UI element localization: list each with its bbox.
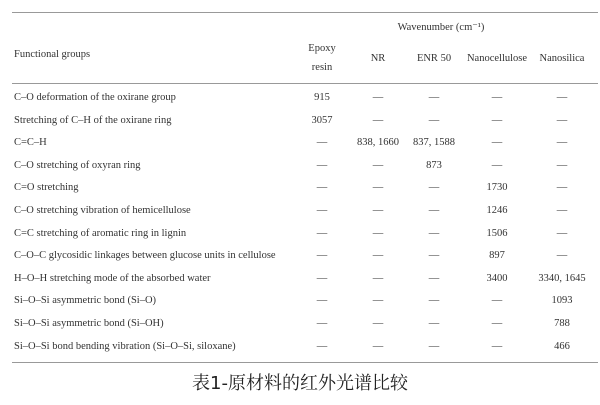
cell-value: — (491, 340, 503, 352)
cell-value: — (316, 318, 328, 329)
cell-value: — (556, 137, 568, 149)
table-row (0, 115, 600, 137)
table-row (0, 250, 600, 272)
cell-value: 837, 1588 (413, 137, 455, 149)
cell-value: — (491, 318, 503, 329)
cell-value: — (372, 92, 384, 103)
cell-value: — (316, 227, 328, 239)
cell-value: 915 (314, 92, 330, 103)
table-caption: 表1-原材料的红外光谱比较 (192, 373, 408, 394)
row-label: C–O deformation of the oxirane group (14, 92, 176, 103)
cell-value: — (556, 159, 568, 171)
row-label: Si–O–Si bond bending vibration (Si–O–Si, siloxane) (14, 340, 236, 352)
cell-value: — (428, 295, 440, 307)
cell-value: 466 (554, 340, 570, 352)
cell-value: — (491, 114, 503, 126)
cell-value: — (316, 159, 328, 171)
cell-value: — (556, 114, 568, 126)
cell-value: 1246 (486, 205, 508, 216)
cell-value: 3057 (311, 114, 333, 126)
cell-value: — (316, 205, 328, 216)
table-row (0, 341, 600, 363)
table-row (0, 137, 600, 159)
cell-value: — (372, 250, 384, 262)
row-label: H–O–H stretching mode of the absorbed water (14, 272, 211, 284)
cell-value: 1093 (551, 295, 573, 307)
cell-value: — (372, 340, 384, 352)
cell-value: — (372, 272, 384, 284)
cell-value: — (428, 92, 440, 103)
cell-value: — (491, 295, 503, 307)
table-row (0, 92, 600, 114)
cell-value: 1730 (486, 182, 508, 194)
cell-value: — (556, 205, 568, 216)
functional-groups-header: Functional groups (14, 49, 91, 60)
cell-value: 838, 1660 (357, 137, 399, 149)
column-header: resin (311, 62, 333, 73)
cell-value: — (372, 205, 384, 216)
cell-value: 788 (554, 318, 570, 329)
cell-value: 3400 (486, 272, 508, 284)
table-row (0, 228, 600, 250)
cell-value: — (428, 182, 440, 194)
column-header: Nanocellulose (466, 53, 528, 64)
cell-value: — (372, 227, 384, 239)
cell-value: — (316, 272, 328, 284)
row-label: C=C–H (14, 137, 47, 149)
row-label: C–O–C glycosidic linkages between glucose units in cellulose (14, 250, 276, 262)
column-header: Epoxy (308, 43, 336, 54)
table-row (0, 182, 600, 204)
row-label: C–O stretching of oxyran ring (14, 159, 141, 171)
cell-value: — (556, 227, 568, 239)
cell-value: — (316, 137, 328, 149)
cell-value: — (491, 159, 503, 171)
cell-value: — (556, 182, 568, 194)
cell-value: — (491, 137, 503, 149)
cell-value: 897 (489, 250, 505, 262)
table-top-rule (12, 12, 598, 13)
cell-value: — (372, 182, 384, 194)
cell-value: — (316, 182, 328, 194)
cell-value: 3340, 1645 (538, 272, 586, 284)
wavenumber-group-header: Wavenumber (cm⁻¹) (397, 22, 485, 33)
cell-value: — (316, 250, 328, 262)
cell-value: — (428, 227, 440, 239)
table-row (0, 318, 600, 340)
table-row (0, 295, 600, 317)
cell-value: — (428, 114, 440, 126)
cell-value: — (556, 92, 568, 103)
cell-value: — (316, 295, 328, 307)
cell-value: 873 (426, 159, 442, 171)
cell-value: — (372, 318, 384, 329)
column-header: NR (370, 53, 386, 64)
cell-value: — (428, 272, 440, 284)
cell-value: 1506 (486, 227, 508, 239)
cell-value: — (372, 159, 384, 171)
column-header: Nanosilica (539, 53, 585, 64)
table-row (0, 160, 600, 182)
cell-value: — (372, 114, 384, 126)
column-header: ENR 50 (416, 53, 452, 64)
cell-value: — (372, 295, 384, 307)
table-bottom-rule (12, 362, 598, 363)
cell-value: — (491, 92, 503, 103)
row-label: Si–O–Si asymmetric bond (Si–O) (14, 295, 157, 307)
cell-value: — (428, 250, 440, 262)
cell-value: — (316, 340, 328, 352)
cell-value: — (556, 250, 568, 262)
row-label: C–O stretching vibration of hemicellulose (14, 205, 191, 216)
cell-value: — (428, 318, 440, 329)
row-label: C=O stretching (14, 182, 79, 194)
cell-value: — (428, 205, 440, 216)
row-label: C=C stretching of aromatic ring in lignin (14, 227, 187, 239)
row-label: Si–O–Si asymmetric bond (Si–OH) (14, 318, 164, 329)
header-rule (12, 83, 598, 84)
table-row (0, 205, 600, 227)
table-row (0, 273, 600, 295)
row-label: Stretching of C–H of the oxirane ring (14, 114, 172, 126)
cell-value: — (428, 340, 440, 352)
